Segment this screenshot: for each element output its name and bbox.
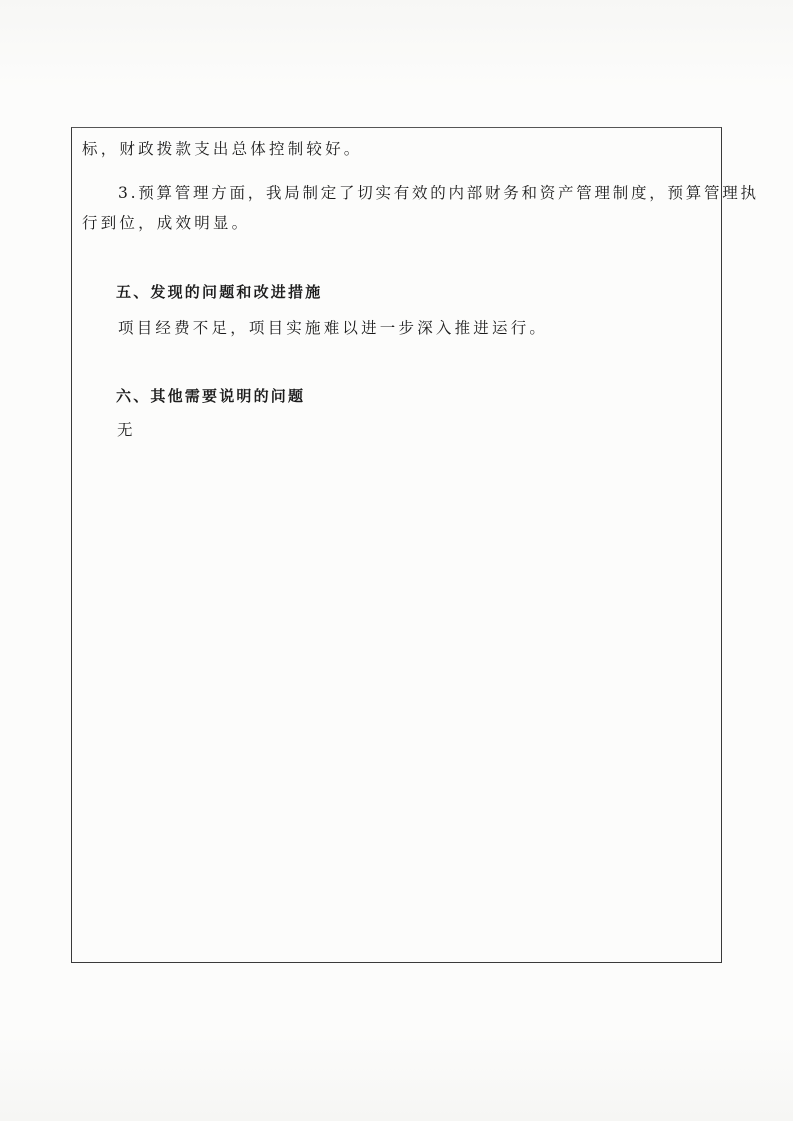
table-frame [71, 127, 722, 963]
item-3-line-1: 3.预算管理方面，我局制定了切实有效的内部财务和资产管理制度，预算管理执 [118, 184, 759, 202]
paragraph-continuation: 标，财政拨款支出总体控制较好。 [82, 140, 363, 158]
section-6-body: 无 [117, 421, 136, 439]
section-5-heading: 五、发现的问题和改进措施 [116, 283, 323, 301]
section-5-body: 项目经费不足，项目实施难以进一步深入推进运行。 [118, 319, 549, 337]
section-6-heading: 六、其他需要说明的问题 [116, 387, 306, 405]
item-3-line-2: 行到位，成效明显。 [82, 214, 251, 232]
